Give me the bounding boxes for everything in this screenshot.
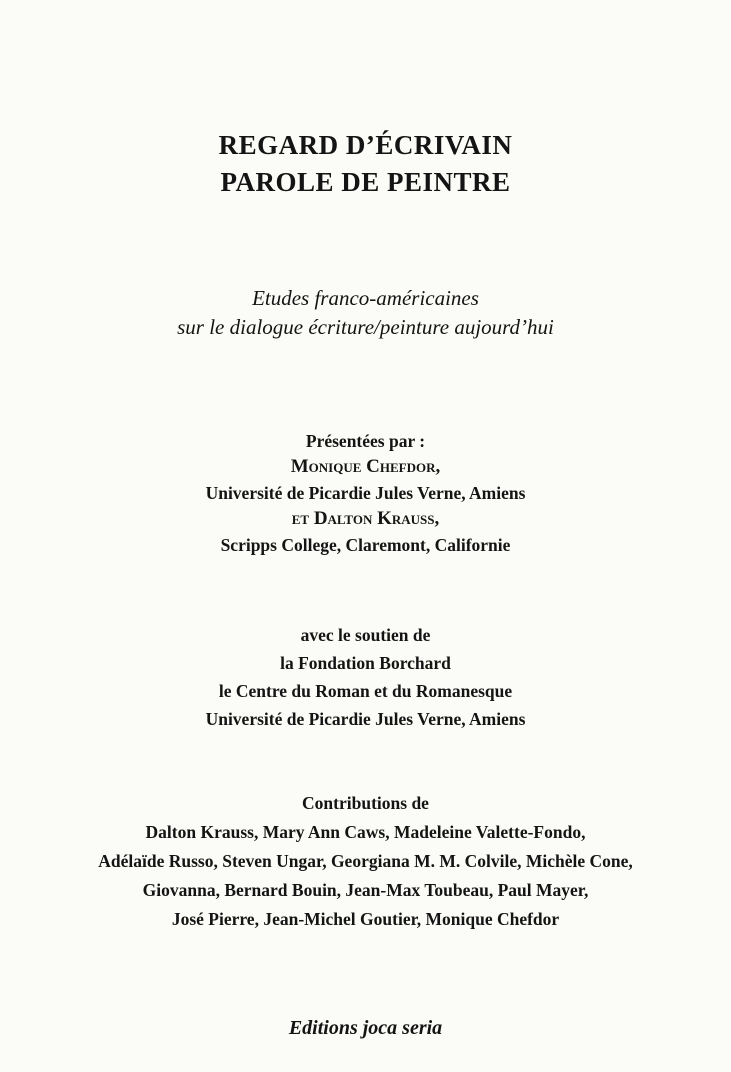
editor-affiliation-2: Scripps College, Claremont, Californie [220,535,511,555]
editors-section [0,428,731,558]
publisher-label: Editions joca seria [288,1017,443,1039]
editor-affiliation-1: Université de Picardie Jules Verne, Amiens [205,483,526,503]
support-section [0,621,731,733]
publisher-name [0,1014,731,1042]
book-title [0,127,731,201]
support-line: avec le soutien de [300,625,431,645]
book-title-line-1: REGARD D’ÉCRIVAIN [218,130,513,160]
contributions-section [0,789,731,934]
support-line: Université de Picardie Jules Verne, Amiens [205,709,526,729]
contributors-line: José Pierre, Jean-Michel Goutier, Monique Chefdor [171,909,560,929]
book-subtitle [0,284,731,342]
contributors-line: Dalton Krauss, Mary Ann Caws, Madeleine Valette-Fondo, [145,822,586,842]
contributors-line: Giovanna, Bernard Bouin, Jean-Max Toubeau, Paul Mayer, [142,880,589,900]
book-subtitle-line-2: sur le dialogue écriture/peinture aujourd’hui [177,315,554,339]
editor-name-2: et Dalton Krauss, [291,508,440,529]
book-subtitle-line-1: Etudes franco-américaines [252,286,479,310]
book-title-line-2: PAROLE DE PEINTRE [220,167,511,197]
editor-name-1: Monique Chefdor, [290,456,441,477]
contributions-heading: Contributions de [302,793,429,813]
support-line: le Centre du Roman et du Romanesque [218,681,513,701]
presented-by-label: Présentées par : [305,431,426,451]
contributors-line: Adélaïde Russo, Steven Ungar, Georgiana M. M. Colvile, Michèle Cone, [98,851,633,871]
support-line: la Fondation Borchard [280,653,451,673]
